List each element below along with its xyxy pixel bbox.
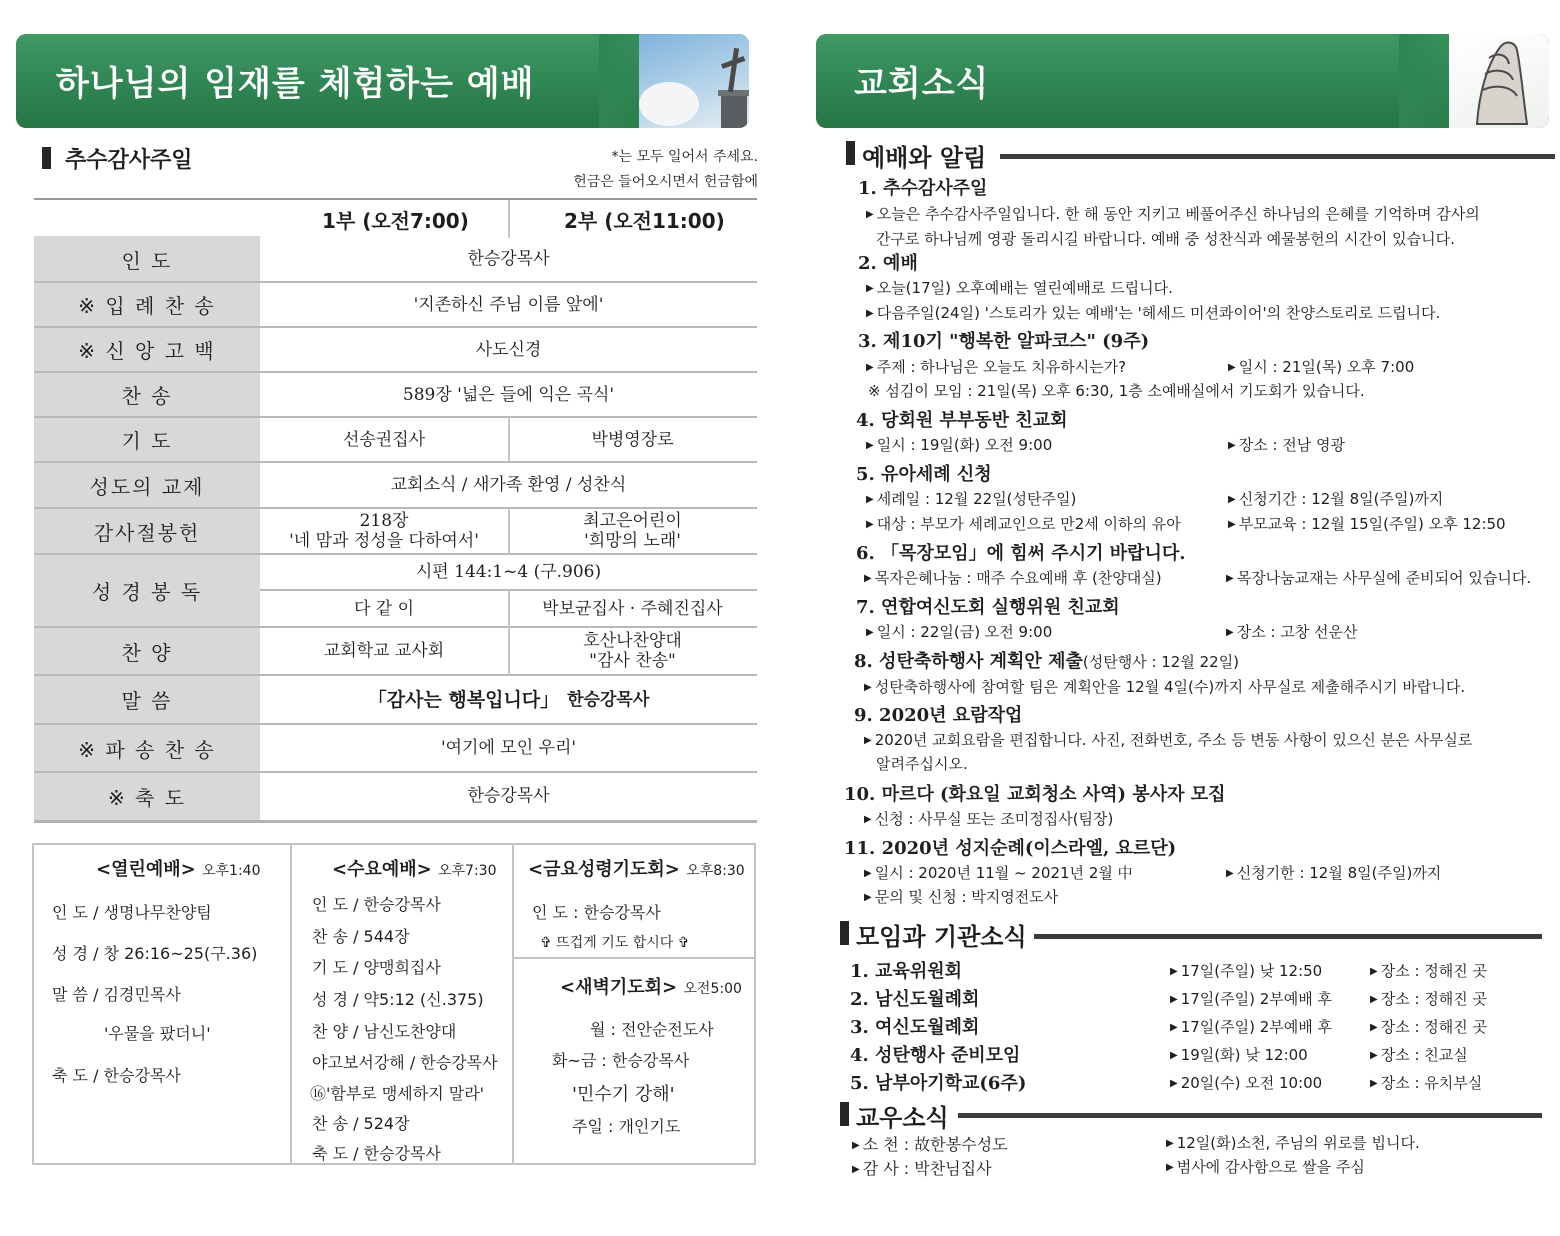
notice-line: ▶ 문의 및 신청 : 박지영전도사 bbox=[864, 888, 1059, 906]
notice-line: ▶ 일시 : 2020년 11월 ~ 2021년 2월 中 bbox=[864, 864, 1133, 882]
open-service-line: 말 씀 / 김경민목사 bbox=[52, 985, 181, 1004]
wednesday-line: 찬 송 / 544장 bbox=[312, 927, 410, 946]
notice-line: ▶ 목장나눔교재는 사무실에 준비되어 있습니다. bbox=[1226, 569, 1532, 587]
notice-line: ▶ 목자은혜나눔 : 매주 수요예배 후 (찬양대실) bbox=[864, 569, 1162, 587]
notice-title: 10. 마르다 (화요일 교회청소 사역) 봉사자 모집 bbox=[844, 784, 1226, 805]
section-rule bbox=[1034, 934, 1542, 939]
news-detail: ▶ 12일(화)소천, 주님의 위로를 빕니다. bbox=[1166, 1134, 1420, 1152]
order-value: 한승강목사 bbox=[467, 249, 550, 269]
notice-title: 2. 예배 bbox=[858, 253, 918, 274]
part2-label: 2부 (오전11:00) bbox=[564, 209, 725, 233]
meeting-name: 4. 성탄행사 준비모임 bbox=[850, 1045, 1021, 1066]
section-rule bbox=[1000, 154, 1555, 159]
open-service-line: 인 도 / 생명나무찬양팀 bbox=[52, 903, 212, 922]
right-banner bbox=[816, 34, 1549, 128]
meeting-where: ▶ 장소 : 친교실 bbox=[1370, 1046, 1468, 1064]
sermon-value bbox=[260, 675, 757, 724]
right-banner-title: 교회소식 bbox=[854, 64, 990, 104]
friday-line: ✞ 뜨겁게 기도 합시다 ✞ bbox=[540, 935, 690, 951]
wednesday-line: 찬 양 / 남신도찬양대 bbox=[312, 1022, 457, 1041]
order-value: 시편 144:1~4 (구.906) bbox=[415, 562, 602, 582]
order-value: 최고은어린이 '희망의 노래' bbox=[583, 511, 682, 551]
dawn-line: 월 : 전안순전도사 bbox=[590, 1020, 714, 1039]
order-label: ※ 입 례 찬 송 bbox=[34, 282, 260, 327]
notice-line: ▶ 성탄축하행사에 참여할 팀은 계획안을 12월 4일(수)까지 사무실로 제출해주시기 바랍니다. bbox=[864, 678, 1466, 696]
service-parts-header bbox=[34, 198, 757, 236]
notice-title: 4. 당회원 부부동반 친교회 bbox=[856, 410, 1068, 431]
meeting-name: 1. 교육위원회 bbox=[850, 961, 962, 982]
order-label: 인 도 bbox=[34, 236, 260, 282]
standing-note: *는 모두 일어서 주세요. bbox=[611, 149, 758, 165]
wednesday-line: 인 도 / 한승강목사 bbox=[312, 895, 441, 914]
order-label: 성도의 교제 bbox=[34, 462, 260, 508]
notice-title: 8. 성탄축하행사 계획안 제출(성탄행사 : 12월 22일) bbox=[854, 651, 1240, 672]
other-services-box bbox=[32, 843, 756, 1165]
friday-service-title: <금요성령기도회> 오후8:30 bbox=[528, 859, 745, 880]
dawn-line: 화~금 : 한승강목사 bbox=[552, 1051, 690, 1070]
sermon-speaker: 한승강목사 bbox=[567, 689, 650, 710]
section-marker bbox=[846, 141, 855, 165]
notice-line: ▶ 2020년 교회요람을 편집합니다. 사진, 전화번호, 주소 등 변동 사항이 있으신 분은 사무실로 bbox=[864, 731, 1473, 749]
cross-tower-photo bbox=[639, 34, 749, 128]
news-detail: ▶ 범사에 감사함으로 쌀을 주심 bbox=[1166, 1158, 1365, 1176]
notice-title: 9. 2020년 요람작업 bbox=[854, 705, 1023, 726]
order-value: 589장 '넓은 들에 익은 곡식' bbox=[402, 384, 615, 405]
notice-title: 3. 제10기 "행복한 알파코스" (9주) bbox=[858, 331, 1150, 352]
order-label: 성 경 봉 독 bbox=[34, 554, 260, 627]
sermon-title: 「감사는 행복입니다」 bbox=[367, 688, 560, 711]
notice-line: ▶ 대상 : 부모가 세례교인으로 만2세 이하의 유아 bbox=[866, 515, 1181, 533]
meeting-where: ▶ 장소 : 정해진 곳 bbox=[1370, 990, 1488, 1008]
notice-title: 11. 2020년 성지순례(이스라엘, 요르단) bbox=[844, 838, 1177, 859]
order-value: 다 같 이 bbox=[353, 598, 415, 619]
dawn-line: 주일 : 개인기도 bbox=[572, 1117, 681, 1136]
open-service-line: 축 도 / 한승강목사 bbox=[52, 1066, 181, 1085]
notice-line: ▶ 부모교육 : 12월 15일(주일) 오후 12:50 bbox=[1228, 515, 1506, 533]
order-label: ※ 축 도 bbox=[34, 772, 260, 820]
notice-line: ▶ 일시 : 21일(목) 오후 7:00 bbox=[1228, 358, 1415, 376]
order-label: 말 씀 bbox=[34, 675, 260, 724]
left-banner bbox=[16, 34, 749, 128]
section-worship-notices: 예배와 알림 bbox=[862, 144, 987, 172]
order-value: 교회소식 / 새가족 환영 / 성찬식 bbox=[390, 475, 627, 495]
order-value: 박보균집사 · 주혜진집사 bbox=[542, 598, 723, 619]
open-service-line: 성 경 / 창 26:16~25(구.36) bbox=[52, 944, 258, 963]
meeting-when: ▶ 20일(수) 오전 10:00 bbox=[1170, 1074, 1323, 1092]
order-label: 찬 송 bbox=[34, 372, 260, 417]
wednesday-line: 성 경 / 약5:12 (신.375) bbox=[312, 990, 484, 1009]
left-banner-title: 하나님의 임재를 체험하는 예배 bbox=[56, 64, 535, 104]
meeting-when: ▶ 17일(주일) 2부예배 후 bbox=[1170, 1018, 1333, 1036]
notice-line: 알려주십시오. bbox=[876, 755, 968, 773]
order-label: 찬 양 bbox=[34, 627, 260, 675]
notice-line: ▶ 오늘(17일) 오후예배는 열린예배로 드립니다. bbox=[866, 279, 1173, 297]
wednesday-line: 기 도 / 양맹희집사 bbox=[312, 958, 441, 977]
notice-title: 1. 추수감사주일 bbox=[858, 178, 988, 199]
service-heading: 추수감사주일 bbox=[65, 148, 193, 173]
notice-line: ▶ 세례일 : 12월 22일(성탄주일) bbox=[866, 490, 1077, 508]
meeting-where: ▶ 장소 : 정해진 곳 bbox=[1370, 1018, 1488, 1036]
order-value: '지존하신 주님 이름 앞에' bbox=[413, 294, 604, 315]
dawn-line: '민수기 강해' bbox=[572, 1084, 675, 1105]
news-label: ▶ 소 천 : 故한봉수성도 bbox=[852, 1135, 1008, 1154]
notice-line: ▶ 오늘은 추수감사주일입니다. 한 해 동안 지키고 베풀어주신 하나님의 은혜를 기억하며 감사의 bbox=[866, 205, 1480, 223]
notice-line: ▶ 주제 : 하나님은 오늘도 치유하시는가? bbox=[866, 358, 1127, 376]
section-marker bbox=[42, 147, 51, 169]
notice-line: 간구로 하나님께 영광 돌리시길 바랍니다. 예배 중 성찬식과 예물봉헌의 시간이 있습니다. bbox=[876, 230, 1455, 248]
section-meetings: 모임과 기관소식 bbox=[856, 923, 1027, 951]
order-value: '여기에 모인 우리' bbox=[440, 738, 577, 758]
order-value: 교회학교 교사회 bbox=[323, 641, 445, 661]
notice-title: 7. 연합여신도회 실행위원 친교회 bbox=[856, 597, 1120, 618]
notice-line: ▶ 신청 : 사무실 또는 조미정집사(팀장) bbox=[864, 810, 1114, 828]
section-marker bbox=[840, 921, 849, 945]
offering-note: 헌금은 들어오시면서 헌금함에 bbox=[573, 174, 758, 190]
notice-line: ▶ 일시 : 19일(화) 오전 9:00 bbox=[866, 436, 1053, 454]
notice-line: ▶ 신청기간 : 12월 8일(주일)까지 bbox=[1228, 490, 1444, 508]
order-value: 박병영장로 bbox=[591, 429, 674, 450]
order-label: ※ 파 송 찬 송 bbox=[34, 724, 260, 772]
notice-line: ▶ 신청기한 : 12월 8일(주일)까지 bbox=[1226, 864, 1442, 882]
section-rule bbox=[958, 1113, 1542, 1118]
order-value: 선송권집사 bbox=[342, 429, 426, 450]
order-of-worship bbox=[34, 236, 757, 823]
section-member-news: 교우소식 bbox=[856, 1104, 949, 1132]
part1-label: 1부 (오전7:00) bbox=[322, 209, 469, 233]
order-value: 사도신경 bbox=[475, 339, 542, 360]
meeting-where: ▶ 장소 : 정해진 곳 bbox=[1370, 962, 1488, 980]
order-value: 호산나찬양대 "감사 찬송" bbox=[583, 631, 682, 671]
wednesday-line: ⑯'함부로 맹세하지 말라' bbox=[310, 1084, 485, 1103]
meeting-name: 5. 남부아기학교(6주) bbox=[850, 1073, 1027, 1094]
wednesday-line: 야고보서강해 / 한승강목사 bbox=[312, 1053, 498, 1072]
meeting-name: 2. 남신도월례회 bbox=[850, 989, 980, 1010]
praying-hands-icon bbox=[1449, 34, 1549, 128]
notice-title: 6. 「목장모임」에 힘써 주시기 바랍니다. bbox=[856, 543, 1186, 564]
notice-line: ▶ 장소 : 전남 영광 bbox=[1228, 436, 1346, 454]
order-label: 감사절봉헌 bbox=[34, 508, 260, 554]
notice-line: ▶ 다음주일(24일) '스토리가 있는 예배'는 '헤세드 미션콰이어'의 찬양스토리로 드립니다. bbox=[866, 304, 1441, 322]
open-service-title: <열린예배> 오후1:40 bbox=[96, 859, 261, 880]
open-service-line: '우물을 팠더니' bbox=[104, 1024, 211, 1043]
praying-hands-photo bbox=[1449, 34, 1549, 128]
notice-line: ※ 섬김이 모임 : 21일(목) 오후 6:30, 1층 소예배실에서 기도회가 있습니다. bbox=[868, 382, 1365, 400]
wednesday-service-title: <수요예배> 오후7:30 bbox=[332, 859, 497, 880]
order-value: 한승강목사 bbox=[467, 786, 550, 806]
notice-line: ▶ 일시 : 22일(금) 오전 9:00 bbox=[866, 623, 1053, 641]
meeting-name: 3. 여신도월례회 bbox=[850, 1017, 980, 1038]
meeting-where: ▶ 장소 : 유치부실 bbox=[1370, 1074, 1483, 1092]
order-value: 218장 '네 맘과 정성을 다하여서' bbox=[289, 511, 479, 551]
friday-line: 인 도 : 한승강목사 bbox=[532, 903, 661, 922]
order-label: 기 도 bbox=[34, 417, 260, 462]
wednesday-line: 찬 송 / 524장 bbox=[312, 1114, 410, 1133]
section-marker bbox=[840, 1102, 849, 1126]
dawn-service-title: <새벽기도회> 오전5:00 bbox=[560, 977, 742, 998]
meeting-when: ▶ 19일(화) 낮 12:00 bbox=[1170, 1046, 1308, 1064]
meeting-when: ▶ 17일(주일) 2부예배 후 bbox=[1170, 990, 1333, 1008]
cross-icon bbox=[639, 34, 749, 128]
wednesday-line: 축 도 / 한승강목사 bbox=[312, 1144, 441, 1163]
notice-title: 5. 유아세례 신청 bbox=[856, 464, 992, 485]
meeting-when: ▶ 17일(주일) 낮 12:50 bbox=[1170, 962, 1323, 980]
news-label: ▶ 감 사 : 박찬님집사 bbox=[852, 1159, 992, 1178]
notice-line: ▶ 장소 : 고창 선운산 bbox=[1226, 623, 1358, 641]
order-label: ※ 신 앙 고 백 bbox=[34, 327, 260, 372]
